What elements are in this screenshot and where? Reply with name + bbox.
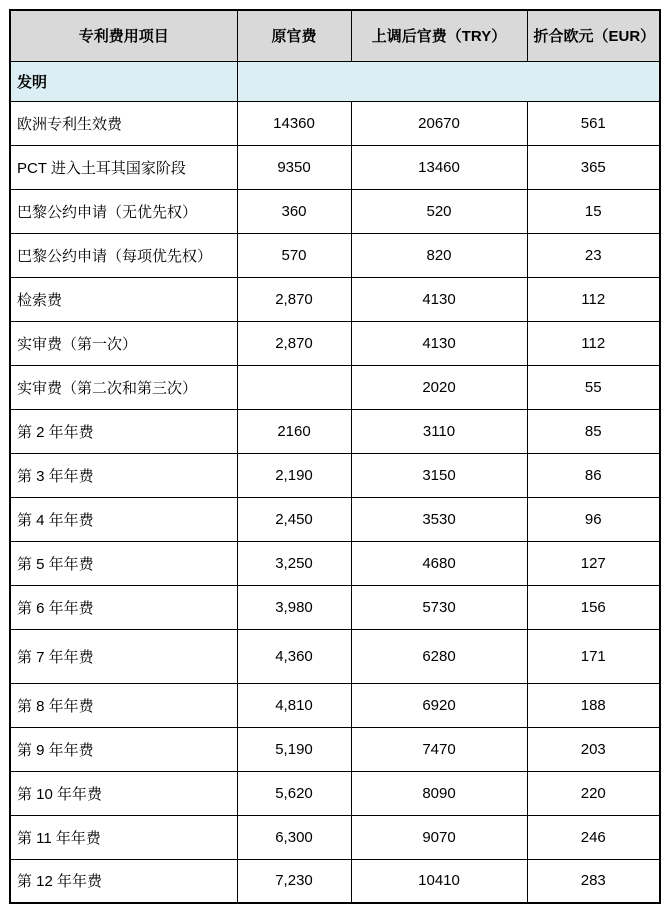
table-body	[10, 61, 660, 903]
eur-fee-cell: 112	[527, 321, 660, 365]
fee-item-cell: 第 7 年年费	[10, 629, 237, 683]
eur-fee-cell: 203	[527, 727, 660, 771]
try-fee-cell: 4680	[351, 541, 527, 585]
patent-fee-table	[9, 9, 661, 904]
column-header-eur-fee: 折合欧元（EUR）	[527, 10, 660, 61]
eur-fee-cell: 86	[527, 453, 660, 497]
eur-fee-cell: 561	[527, 101, 660, 145]
try-fee-cell: 9070	[351, 815, 527, 859]
try-fee-cell: 3530	[351, 497, 527, 541]
table-row	[10, 101, 660, 145]
table-row	[10, 409, 660, 453]
table-row	[10, 859, 660, 903]
try-fee-cell: 10410	[351, 859, 527, 903]
original-fee-cell: 7,230	[237, 859, 351, 903]
fee-item-cell: 第 5 年年费	[10, 541, 237, 585]
section-label: 发明	[10, 61, 237, 101]
original-fee-cell: 360	[237, 189, 351, 233]
fee-item-cell: 巴黎公约申请（无优先权）	[10, 189, 237, 233]
fee-item-cell: 第 6 年年费	[10, 585, 237, 629]
table-header	[10, 10, 660, 61]
fee-item-cell: 第 4 年年费	[10, 497, 237, 541]
table-row	[10, 815, 660, 859]
original-fee-cell: 2,870	[237, 277, 351, 321]
try-fee-cell: 2020	[351, 365, 527, 409]
try-fee-cell: 4130	[351, 321, 527, 365]
original-fee-cell: 3,980	[237, 585, 351, 629]
fee-item-cell: 检索费	[10, 277, 237, 321]
fee-item-cell: 第 3 年年费	[10, 453, 237, 497]
original-fee-cell: 6,300	[237, 815, 351, 859]
original-fee-cell: 9350	[237, 145, 351, 189]
eur-fee-cell: 156	[527, 585, 660, 629]
fee-item-cell: PCT 进入土耳其国家阶段	[10, 145, 237, 189]
original-fee-cell: 4,360	[237, 629, 351, 683]
table-row	[10, 365, 660, 409]
fee-item-cell: 第 12 年年费	[10, 859, 237, 903]
original-fee-cell: 5,190	[237, 727, 351, 771]
fee-item-cell: 巴黎公约申请（每项优先权）	[10, 233, 237, 277]
original-fee-cell: 3,250	[237, 541, 351, 585]
table-row	[10, 233, 660, 277]
try-fee-cell: 5730	[351, 585, 527, 629]
table-row	[10, 497, 660, 541]
eur-fee-cell: 220	[527, 771, 660, 815]
original-fee-cell: 4,810	[237, 683, 351, 727]
eur-fee-cell: 283	[527, 859, 660, 903]
original-fee-cell: 2,450	[237, 497, 351, 541]
fee-item-cell: 第 11 年年费	[10, 815, 237, 859]
table-row	[10, 541, 660, 585]
table-row	[10, 189, 660, 233]
table-row	[10, 277, 660, 321]
original-fee-cell: 5,620	[237, 771, 351, 815]
original-fee-cell: 570	[237, 233, 351, 277]
section-row-invention	[10, 61, 660, 101]
eur-fee-cell: 188	[527, 683, 660, 727]
table-row	[10, 145, 660, 189]
original-fee-cell	[237, 365, 351, 409]
try-fee-cell: 820	[351, 233, 527, 277]
try-fee-cell: 4130	[351, 277, 527, 321]
table-row	[10, 683, 660, 727]
fee-item-cell: 第 2 年年费	[10, 409, 237, 453]
table-row	[10, 771, 660, 815]
original-fee-cell: 2160	[237, 409, 351, 453]
original-fee-cell: 14360	[237, 101, 351, 145]
eur-fee-cell: 55	[527, 365, 660, 409]
eur-fee-cell: 96	[527, 497, 660, 541]
try-fee-cell: 7470	[351, 727, 527, 771]
try-fee-cell: 13460	[351, 145, 527, 189]
original-fee-cell: 2,190	[237, 453, 351, 497]
table-row	[10, 727, 660, 771]
try-fee-cell: 8090	[351, 771, 527, 815]
eur-fee-cell: 127	[527, 541, 660, 585]
eur-fee-cell: 246	[527, 815, 660, 859]
column-header-fee-item: 专利费用项目	[10, 10, 237, 61]
header-row	[10, 10, 660, 61]
try-fee-cell: 20670	[351, 101, 527, 145]
eur-fee-cell: 23	[527, 233, 660, 277]
fee-item-cell: 实审费（第一次）	[10, 321, 237, 365]
eur-fee-cell: 171	[527, 629, 660, 683]
try-fee-cell: 3150	[351, 453, 527, 497]
try-fee-cell: 6280	[351, 629, 527, 683]
eur-fee-cell: 15	[527, 189, 660, 233]
try-fee-cell: 6920	[351, 683, 527, 727]
eur-fee-cell: 112	[527, 277, 660, 321]
eur-fee-cell: 365	[527, 145, 660, 189]
table-row	[10, 629, 660, 683]
fee-item-cell: 第 9 年年费	[10, 727, 237, 771]
fee-item-cell: 实审费（第二次和第三次）	[10, 365, 237, 409]
fee-item-cell: 第 8 年年费	[10, 683, 237, 727]
table-row	[10, 453, 660, 497]
fee-item-cell: 欧洲专利生效费	[10, 101, 237, 145]
original-fee-cell: 2,870	[237, 321, 351, 365]
column-header-original-fee: 原官费	[237, 10, 351, 61]
fee-item-cell: 第 10 年年费	[10, 771, 237, 815]
eur-fee-cell: 85	[527, 409, 660, 453]
try-fee-cell: 520	[351, 189, 527, 233]
table-row	[10, 321, 660, 365]
column-header-try-fee: 上调后官费（TRY）	[351, 10, 527, 61]
table-row	[10, 585, 660, 629]
section-row-spacer	[237, 61, 660, 101]
try-fee-cell: 3110	[351, 409, 527, 453]
